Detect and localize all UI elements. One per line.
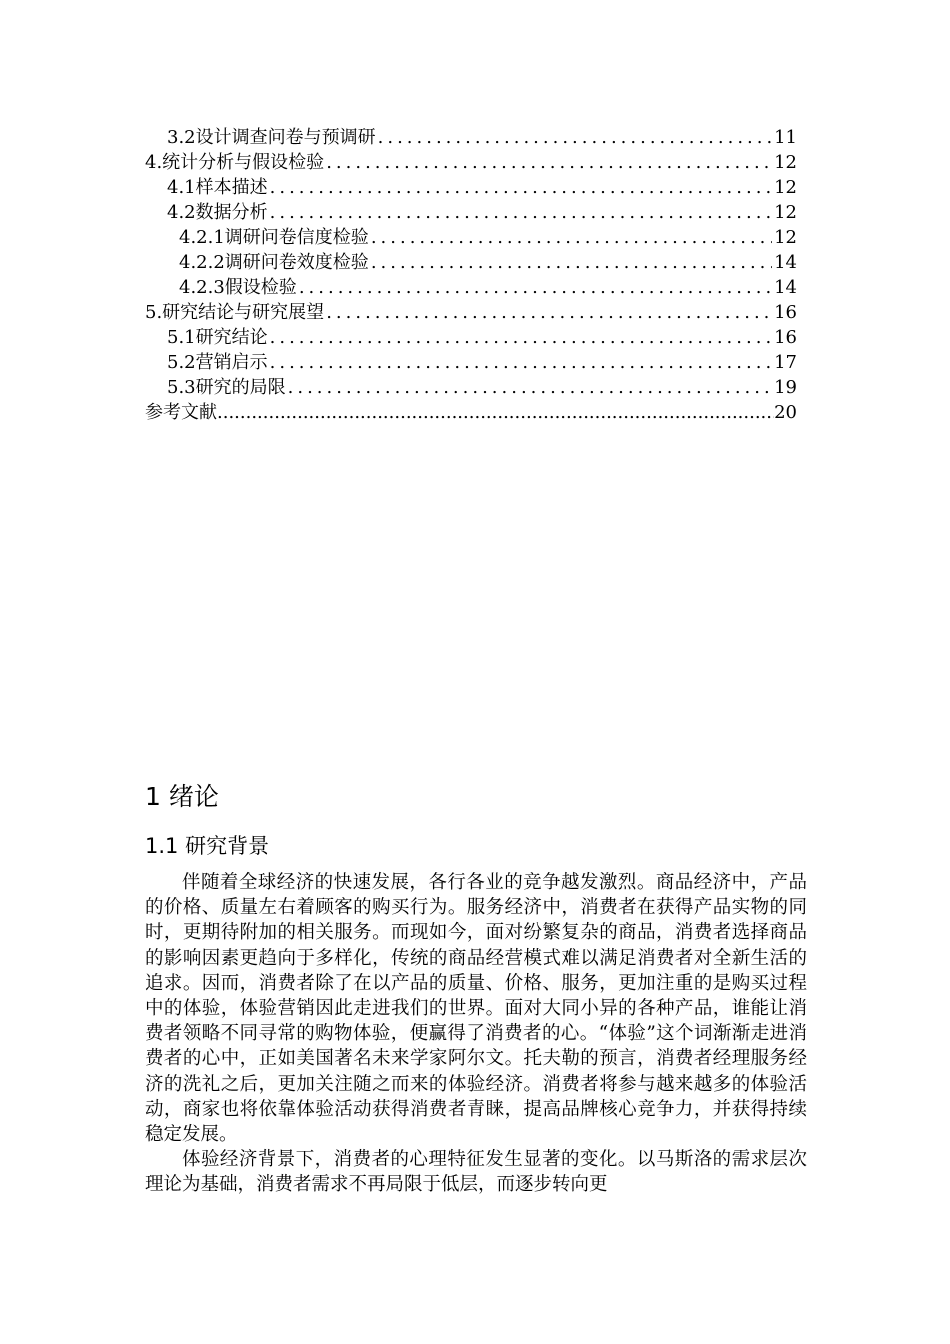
paragraph: 伴随着全球经济的快速发展，各行各业的竞争越发激烈。商品经济中，产品的价格、质量左右着顾客的购买行为。服务经济中，消费者在获得产品实物的同时，更期待附加的相关服务。而现如今，面对纷繁复杂的商品，消费者选择商品的影响因素更趋向于多样化，传统的商品经营模式难以满足消费者对全新生活的追求。因而，消费者除了在以产品的质量、价格、服务，更加注重的是购买过程中的体验，体验营销因此走进我们的世界。面对大同小异的各种产品，谁能让消费者领略不同寻常的购物体验，便赢得了消费者的心。“体验”这个词渐渐走进消费者的心中，正如美国著名未来学家阿尔文。托夫勒的预言，消费者经理服务经济的洗礼之后，更加关注随之而来的体验经济。消费者将参与越来越多的体验活动，商家也将依靠体验活动获得消费者青睐，提高品牌核心竞争力，并获得持续稳定发展。 <box>145 872 807 1146</box>
toc-leader-dots <box>270 325 772 350</box>
toc-entry-page: 17 <box>774 352 797 373</box>
toc-entry-title: 3.2设计调查问卷与预调研 <box>167 127 376 148</box>
toc-entry-title: 4.1样本描述 <box>167 177 268 198</box>
toc-leader-dots <box>371 225 772 250</box>
toc-leader-dots <box>299 275 772 300</box>
toc-entry[interactable] <box>145 125 797 150</box>
toc-entry[interactable] <box>145 375 797 400</box>
toc-entry-title: 4.2.2调研问卷效度检验 <box>179 252 369 273</box>
toc-entry-page: 11 <box>774 127 797 148</box>
toc-leader-dots <box>288 375 772 400</box>
paragraph: 体验经济背景下，消费者的心理特征发生显著的变化。以马斯洛的需求层次理论为基础，消费者需求不再局限于低层，而逐步转向更 <box>145 1149 807 1196</box>
toc-entry-page: 16 <box>774 302 797 323</box>
toc-entry-page: 19 <box>774 377 797 398</box>
toc-entry[interactable] <box>145 250 797 275</box>
toc-leader-dots <box>270 200 772 225</box>
toc-entry-page: 12 <box>774 227 797 248</box>
toc-entry-title: 5.研究结论与研究展望 <box>145 302 325 323</box>
toc-entry-title: 4.2数据分析 <box>167 202 268 223</box>
toc-entry[interactable] <box>145 325 797 350</box>
toc-entry[interactable] <box>145 150 797 175</box>
toc-entry-title: 5.1研究结论 <box>167 327 268 348</box>
toc-entry-page: 20 <box>774 402 797 423</box>
toc-entry-page: 12 <box>774 177 797 198</box>
toc-entry-title: 参考文献 <box>145 402 217 423</box>
toc-leader-dots <box>326 150 772 175</box>
toc-entry-page: 14 <box>774 277 797 298</box>
toc-leader-dots <box>270 175 772 200</box>
toc-entry-page: 16 <box>774 327 797 348</box>
toc-entry[interactable] <box>145 350 797 375</box>
toc-leader-dots <box>378 125 772 150</box>
toc-entry-title: 4.2.3假设检验 <box>179 277 297 298</box>
section-heading: 1.1 研究背景 <box>145 834 270 858</box>
toc-entry-title: 4.2.1调研问卷信度检验 <box>179 227 369 248</box>
table-of-contents <box>145 125 797 425</box>
toc-entry-page: 12 <box>774 152 797 173</box>
toc-entry-page: 14 <box>774 252 797 273</box>
toc-leader-dots <box>217 400 774 425</box>
toc-entry-title: 5.3研究的局限 <box>167 377 286 398</box>
toc-leader-dots <box>371 250 772 275</box>
body-text <box>145 870 807 1198</box>
toc-leader-dots <box>326 300 772 325</box>
toc-entry[interactable] <box>145 275 797 300</box>
toc-entry[interactable] <box>145 225 797 250</box>
toc-entry-title: 4.统计分析与假设检验 <box>145 152 325 173</box>
toc-entry-page: 12 <box>774 202 797 223</box>
toc-entry[interactable] <box>145 400 797 425</box>
toc-leader-dots <box>270 350 772 375</box>
toc-entry[interactable] <box>145 300 797 325</box>
toc-entry[interactable] <box>145 175 797 200</box>
toc-entry-title: 5.2营销启示 <box>167 352 268 373</box>
toc-entry[interactable] <box>145 200 797 225</box>
chapter-heading: 1 绪论 <box>145 782 219 811</box>
